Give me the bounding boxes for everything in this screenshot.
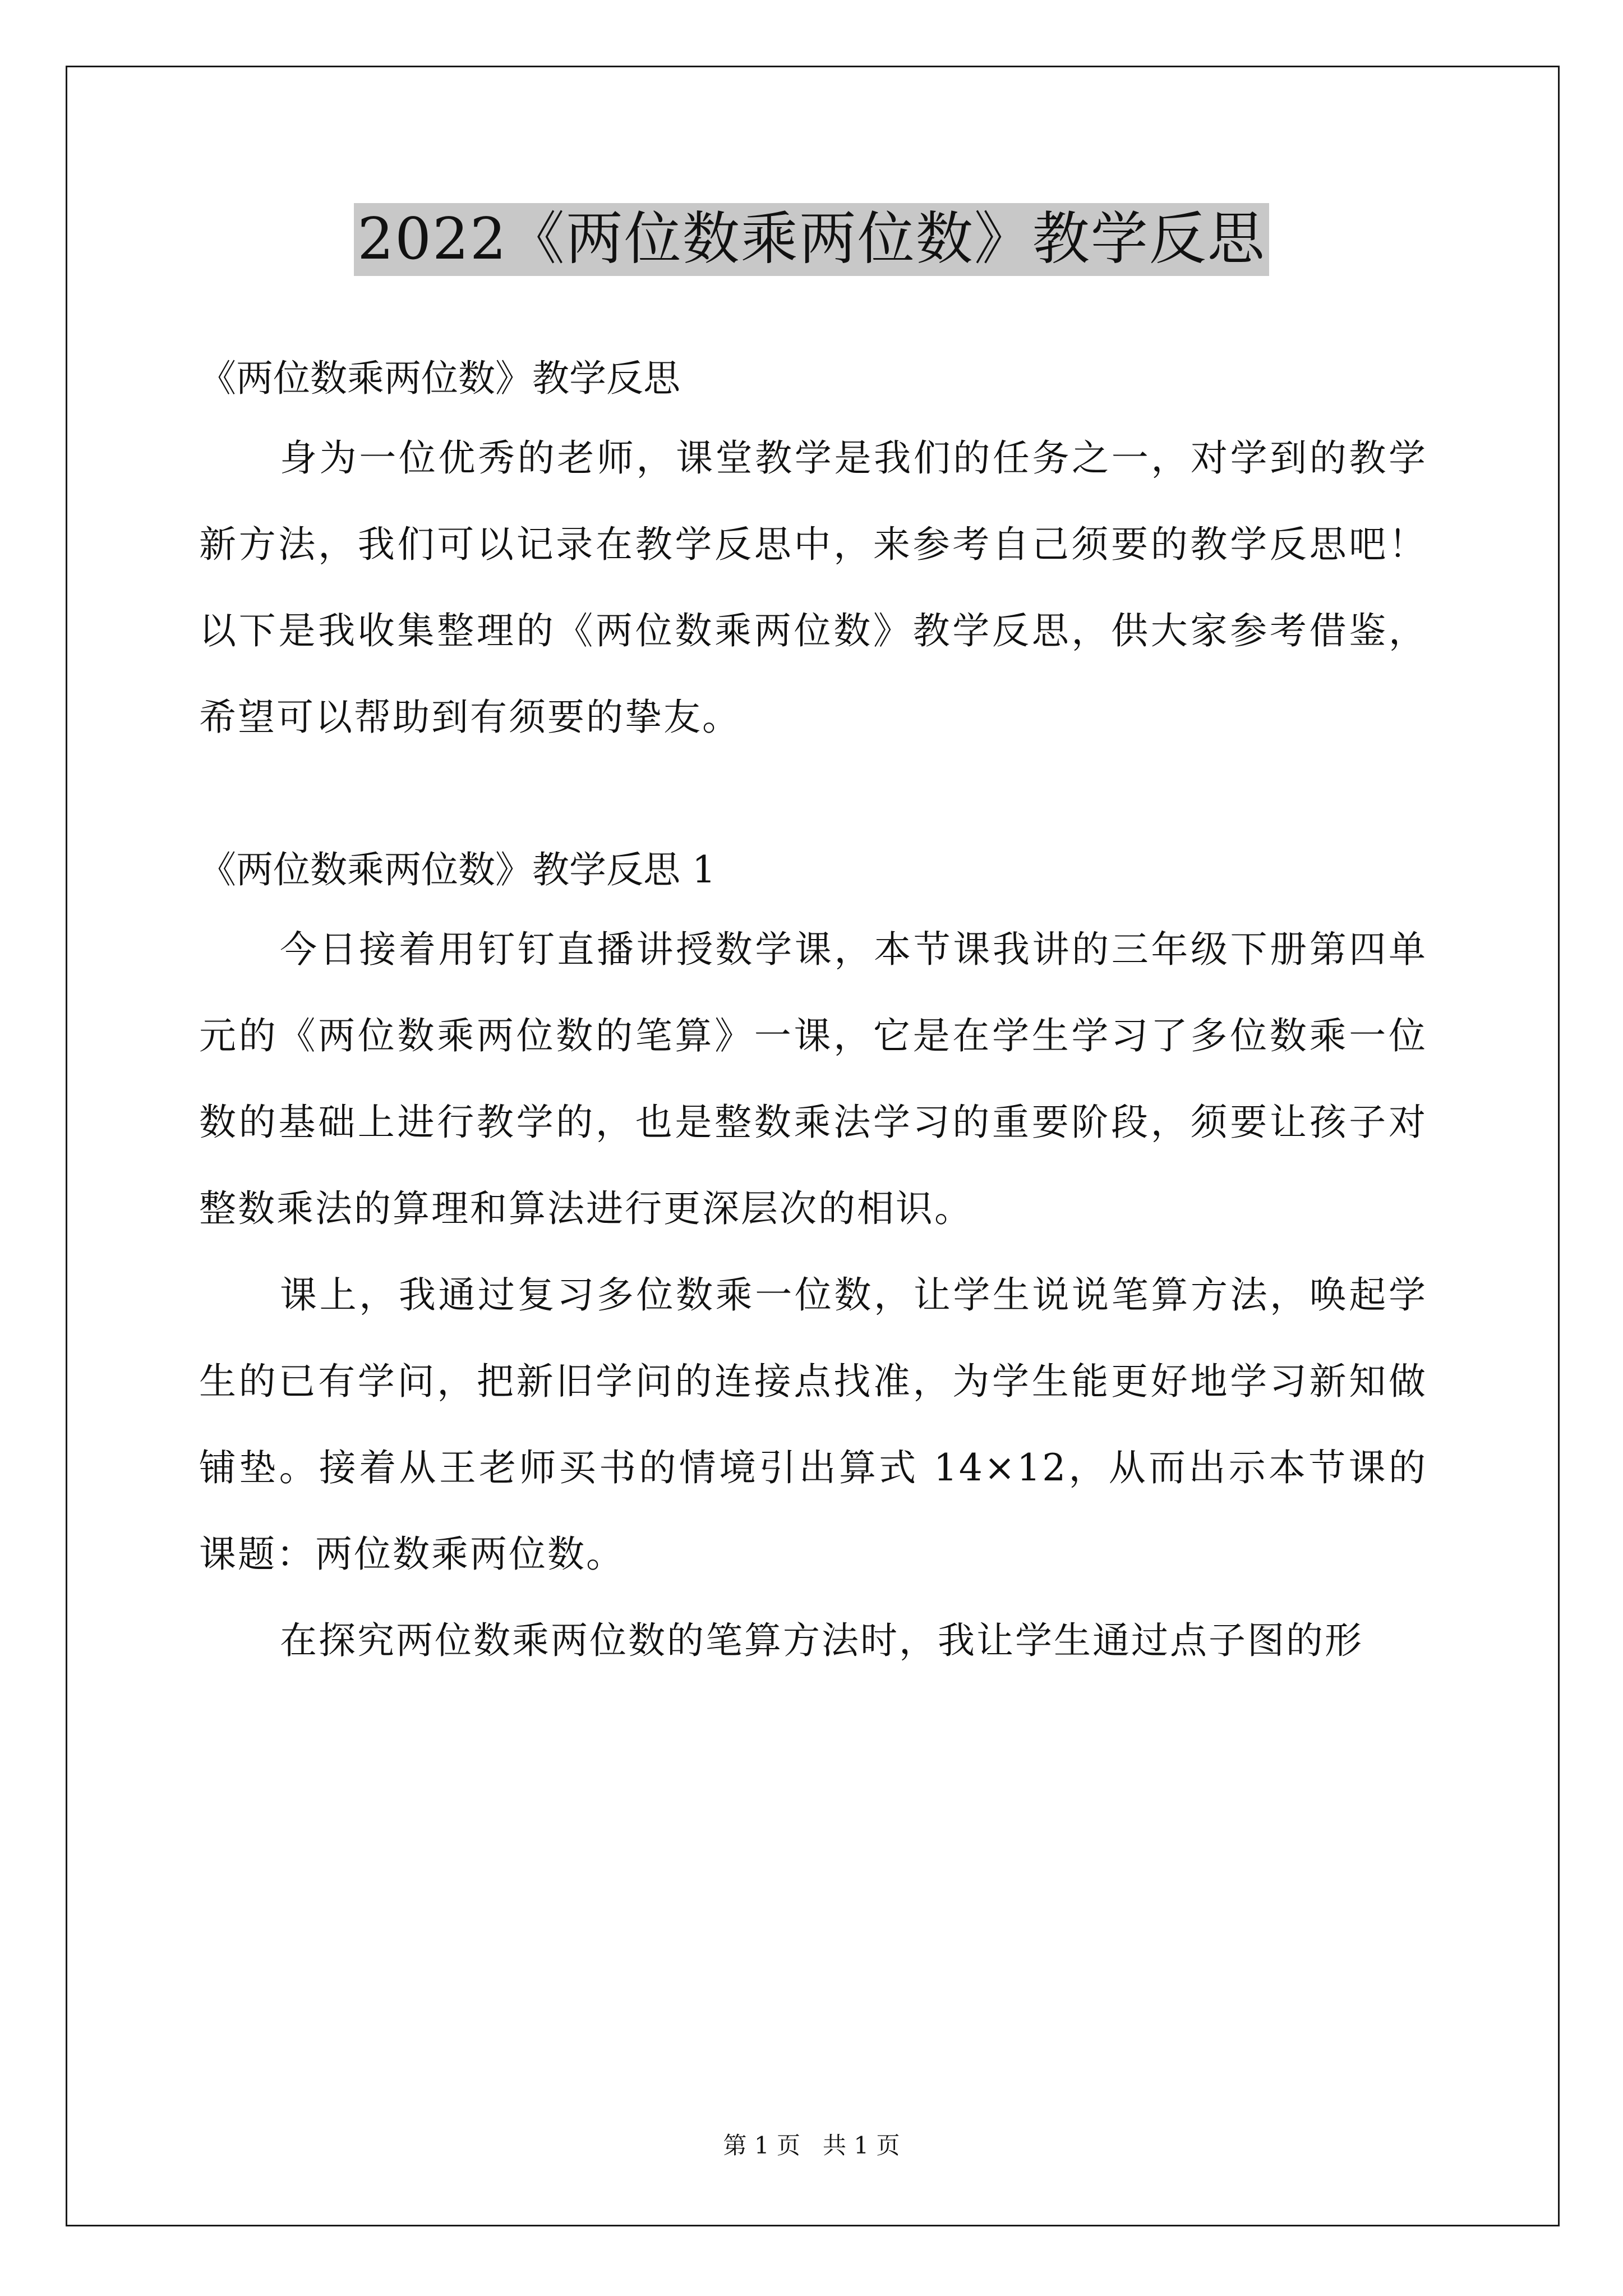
section-spacer xyxy=(199,761,1427,834)
section1-subtitle: 《两位数乘两位数》教学反思 1 xyxy=(199,848,716,891)
title-container xyxy=(0,203,1623,276)
section1-paragraph-3: 在探究两位数乘两位数的笔算方法时，我让学生通过点子图的形 xyxy=(280,1619,1363,1662)
document-title: 2022《两位数乘两位数》教学反思 xyxy=(354,203,1269,276)
section1-paragraph-1: 今日接着用钉钉直播讲授数学课，本节课我讲的三年级下册第四单元的《两位数乘两位数的笔算》一课，它是在学生学习了多位数乘一位数的基础上进行教学的，也是整数乘法学习的重要阶段，须要让孩子对整数乘法的算理和算法进行更深层次的相识。 xyxy=(199,928,1427,1230)
page-footer: 第 1 页 共 1 页 xyxy=(723,2132,900,2159)
document-body xyxy=(199,342,1427,1684)
intro-paragraph: 身为一位优秀的老师，课堂教学是我们的任务之一，对学到的教学新方法，我们可以记录在教学反思中，来参考自己须要的教学反思吧！以下是我收集整理的《两位数乘两位数》教学反思，供大家参考借鉴，希望可以帮助到有须要的挚友。 xyxy=(199,436,1427,739)
intro-subtitle: 《两位数乘两位数》教学反思 xyxy=(199,357,680,400)
section1-paragraph-2: 课上，我通过复习多位数乘一位数，让学生说说笔算方法，唤起学生的已有学问，把新旧学问的连接点找准，为学生能更好地学习新知做铺垫。接着从王老师买书的情境引出算式 14×12，从而出示本节课的课题：两位数乘两位数。 xyxy=(199,1273,1427,1576)
